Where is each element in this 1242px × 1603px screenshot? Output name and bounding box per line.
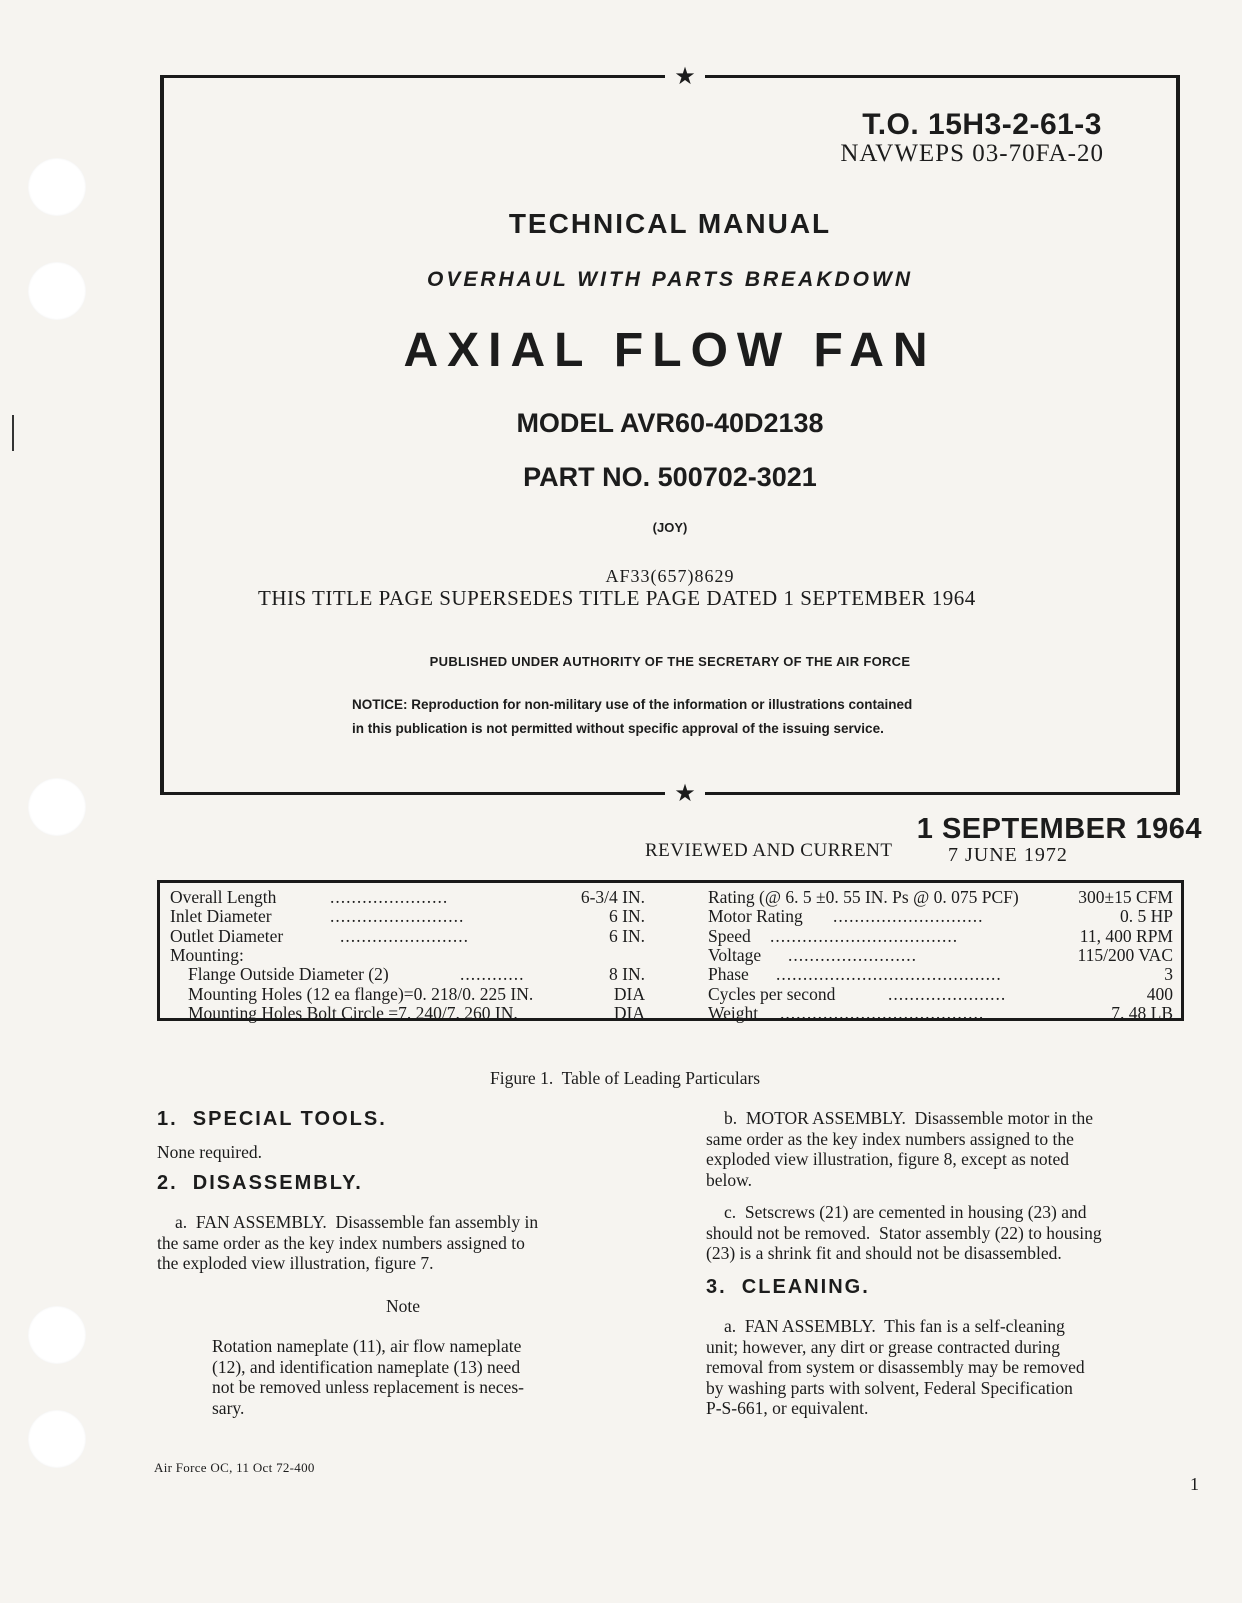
note-text: [212, 1336, 612, 1418]
text-line: unit; however, any dirt or grease contracted during: [706, 1336, 1061, 1357]
particular-value: 3: [1164, 964, 1173, 985]
text-line: removal from system or disassembly may be removed: [706, 1357, 1085, 1377]
particular-row: [170, 906, 645, 927]
leader-dots: ..........................................: [776, 964, 1002, 985]
contract-number: AF33(657)8629: [605, 566, 735, 586]
punch-hole-4: [28, 1306, 86, 1364]
title-box-bottom-star: ★: [674, 781, 696, 807]
text-line: c. Setscrews (21) are cemented in housing (23) and: [724, 1202, 1087, 1222]
punch-hole-3: [28, 778, 86, 836]
text-line: sary.: [212, 1397, 245, 1418]
particular-label: Speed: [708, 925, 751, 946]
leader-dots: ........................: [788, 944, 917, 965]
particular-row: [708, 984, 1173, 1005]
authority-line: PUBLISHED UNDER AUTHORITY OF THE SECRETARY OF THE AIR FORCE: [429, 654, 911, 669]
leader-dots: ......................: [888, 983, 1007, 1004]
leader-dots: ............................: [833, 906, 984, 927]
manual-subtitle: OVERHAUL WITH PARTS BREAKDOWN: [427, 268, 913, 291]
disassembly-para-c: [706, 1202, 1206, 1264]
particular-label: Overall Length: [170, 887, 277, 907]
particular-label: Mounting Holes (12 ea flange)=0. 218/0. 225 IN.: [188, 983, 534, 1004]
page-number: 1: [1190, 1474, 1199, 1494]
particular-value: 115/200 VAC: [1077, 944, 1173, 965]
section-heading-cleaning: 3. CLEANING.: [706, 1276, 870, 1298]
figure-caption: Figure 1. Table of Leading Particulars: [490, 1068, 761, 1088]
particular-value: 300±15 CFM: [1078, 887, 1173, 907]
particular-value: 6-3/4 IN.: [580, 887, 645, 907]
text-line: a. FAN ASSEMBLY. Disassemble fan assembly in: [175, 1212, 539, 1232]
text-line: by washing parts with solvent, Federal Specification: [706, 1377, 1073, 1398]
particular-row: [170, 945, 645, 966]
punch-hole-2: [28, 262, 86, 320]
particular-row: [170, 926, 645, 947]
particular-label: Outlet Diameter: [170, 925, 284, 946]
particular-value: 400: [1146, 983, 1173, 1004]
text-line: P-S-661, or equivalent.: [706, 1398, 869, 1418]
leader-dots: ......................: [330, 887, 449, 907]
particular-value: 7. 48 LB: [1111, 1002, 1173, 1023]
particular-label: Weight: [708, 1002, 759, 1023]
particular-row: [708, 887, 1173, 908]
punch-hole-5: [28, 1410, 86, 1468]
text-line: exploded view illustration, figure 8, except as noted: [706, 1149, 1070, 1169]
publication-date: 1 SEPTEMBER 1964: [916, 813, 1202, 845]
punch-hole-1: [28, 158, 86, 216]
particular-value: 11, 400 RPM: [1079, 925, 1173, 946]
text-line: (23) is a shrink fit and should not be disassembled.: [706, 1243, 1062, 1263]
leader-dots: ........................: [340, 925, 469, 946]
particular-value: DIA: [613, 983, 645, 1004]
particular-label: Flange Outside Diameter (2): [188, 964, 389, 985]
text-line: b. MOTOR ASSEMBLY. Disassemble motor in the: [724, 1108, 1094, 1128]
particular-row: [170, 887, 645, 908]
leader-dots: .........................: [330, 906, 465, 927]
particular-label: Mounting Holes Bolt Circle =7. 240/7. 260 IN.: [188, 1002, 518, 1023]
particular-row: [708, 1003, 1173, 1024]
particular-label: Rating (@ 6. 5 ±0. 55 IN. Ps @ 0. 075 PCF): [708, 887, 1019, 907]
particular-row: [708, 906, 1173, 927]
particular-row: [188, 964, 645, 985]
printing-imprint: Air Force OC, 11 Oct 72-400: [154, 1460, 315, 1475]
document-title: AXIAL FLOW FAN: [403, 324, 937, 377]
binding-mark: [12, 415, 14, 451]
reviewed-date: 7 JUNE 1972: [948, 844, 1068, 866]
particular-label: Motor Rating: [708, 906, 803, 927]
text-line: a. FAN ASSEMBLY. This fan is a self-cleaning: [724, 1316, 1065, 1336]
particular-value: 8 IN.: [609, 964, 645, 985]
special-tools-text: None required.: [157, 1142, 262, 1162]
navweps-number: NAVWEPS 03-70FA-20: [840, 140, 1104, 167]
text-line: should not be removed. Stator assembly (22) to housing: [706, 1222, 1102, 1243]
note-heading: Note: [386, 1296, 421, 1316]
particular-label: Inlet Diameter: [170, 906, 272, 927]
disassembly-para-a: [157, 1212, 657, 1274]
supersedes-notice: THIS TITLE PAGE SUPERSEDES TITLE PAGE DATED 1 SEPTEMBER 1964: [258, 586, 976, 610]
particular-value: DIA: [613, 1002, 645, 1023]
leader-dots: ...................................: [770, 925, 959, 946]
particular-value: 0. 5 HP: [1120, 906, 1173, 927]
notice-line-2: in this publication is not permitted without specific approval of the issuing service.: [352, 721, 884, 736]
text-line: not be removed unless replacement is neces-: [212, 1377, 524, 1397]
particular-value: 6 IN.: [609, 925, 645, 946]
section-heading-disassembly: 2. DISASSEMBLY.: [157, 1172, 363, 1194]
text-line: (12), and identification nameplate (13) need: [212, 1356, 521, 1377]
text-line: same order as the key index numbers assigned to the: [706, 1128, 1074, 1149]
particular-row: [708, 926, 1173, 947]
particular-label: Phase: [708, 964, 749, 985]
notice-line-1: NOTICE: Reproduction for non-military use of the information or illustrations contained: [352, 697, 913, 712]
part-number: PART NO. 500702-3021: [523, 462, 817, 492]
particular-row: [188, 1003, 645, 1024]
text-line: the exploded view illustration, figure 7.: [157, 1253, 434, 1273]
manual-type: TECHNICAL MANUAL: [508, 208, 832, 239]
title-box-top-star: ★: [674, 64, 696, 90]
title-box-bottom-rule-right: [705, 792, 1180, 795]
to-number: T.O. 15H3-2-61-3: [862, 108, 1102, 141]
text-line: below.: [706, 1169, 753, 1190]
reviewed-label: REVIEWED AND CURRENT: [645, 840, 893, 861]
text-line: the same order as the key index numbers assigned to: [157, 1232, 525, 1253]
leader-dots: ......................................: [780, 1002, 985, 1023]
particular-row: [708, 964, 1173, 985]
text-line: Rotation nameplate (11), air flow nameplate: [212, 1336, 522, 1356]
particular-label: Cycles per second: [708, 983, 836, 1004]
particular-label: Voltage: [708, 944, 762, 965]
manufacturer: (JOY): [652, 520, 688, 535]
particular-label: Mounting:: [170, 944, 244, 965]
title-box-bottom-rule-left: [160, 792, 665, 795]
model-number: MODEL AVR60-40D2138: [516, 408, 824, 438]
particular-row: [188, 984, 645, 1005]
particular-row: [708, 945, 1173, 966]
cleaning-para-a: [706, 1316, 1206, 1419]
section-heading-special-tools: 1. SPECIAL TOOLS.: [157, 1108, 387, 1130]
particular-value: 6 IN.: [609, 906, 645, 927]
particulars-table: [157, 880, 1184, 1021]
leader-dots: ............: [460, 964, 525, 985]
disassembly-para-b: [706, 1108, 1206, 1190]
